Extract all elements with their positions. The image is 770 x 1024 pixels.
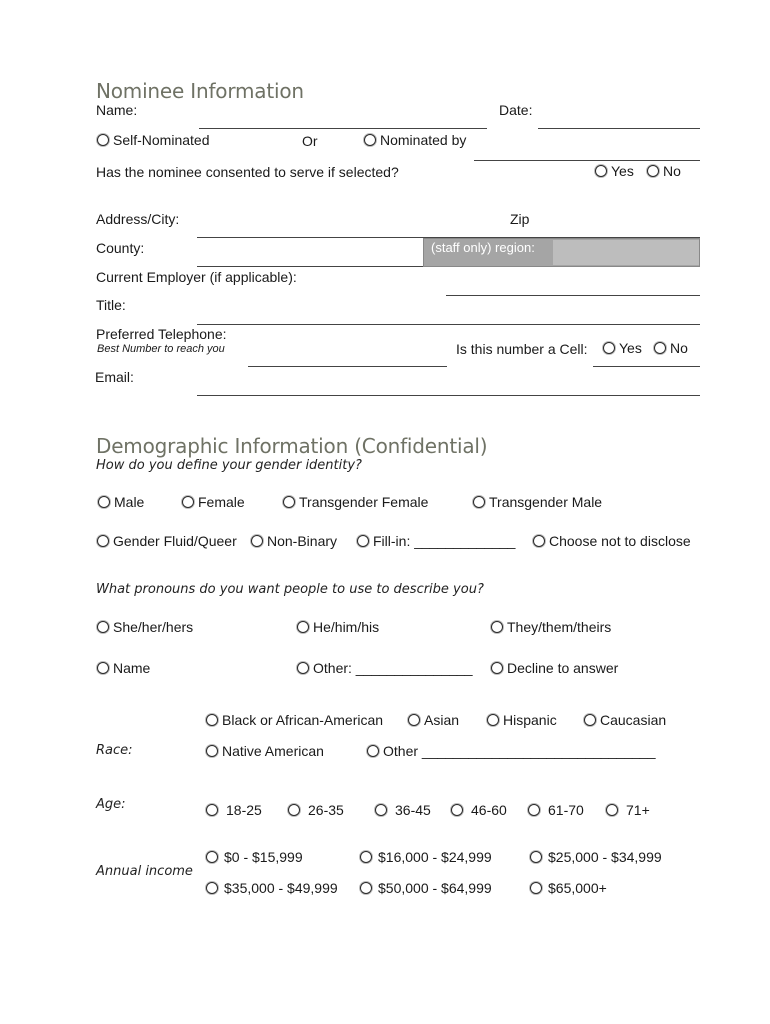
employer-field-line[interactable] bbox=[446, 295, 700, 296]
self-nominated-label: Self-Nominated bbox=[113, 132, 210, 148]
gender-option-label: Transgender Male bbox=[489, 494, 603, 510]
radio-circle-icon bbox=[491, 621, 503, 633]
income-option-label: $0 - $15,999 bbox=[224, 849, 303, 865]
date-label: Date: bbox=[499, 102, 533, 118]
gender-option-label: Non-Binary bbox=[267, 533, 338, 549]
age-18-25-radio[interactable] bbox=[206, 802, 262, 818]
gender-option-label: Female bbox=[198, 494, 245, 510]
radio-circle-icon bbox=[97, 134, 109, 146]
pronoun-they-radio[interactable] bbox=[491, 619, 611, 635]
radio-circle-icon bbox=[283, 496, 295, 508]
consent-yes-radio[interactable] bbox=[595, 163, 634, 179]
pronoun-option-label: Decline to answer bbox=[507, 660, 619, 676]
income-0-15999-radio[interactable] bbox=[206, 849, 303, 865]
age-label: Age: bbox=[96, 797, 126, 812]
gender-option-label: Choose not to disclose bbox=[549, 533, 691, 549]
radio-circle-icon bbox=[288, 804, 300, 816]
pronoun-option-label: Other: _______________ bbox=[313, 660, 473, 676]
radio-circle-icon bbox=[530, 851, 542, 863]
name-label: Name: bbox=[96, 102, 138, 118]
income-label: Annual income bbox=[96, 864, 193, 879]
pronoun-question: What pronouns do you want people to use to describe you? bbox=[96, 582, 484, 597]
name-field-line[interactable] bbox=[199, 128, 487, 129]
consent-no-label: No bbox=[663, 163, 681, 179]
nominated-by-label: Nominated by bbox=[380, 132, 467, 148]
radio-circle-icon bbox=[206, 745, 218, 757]
age-option-label: 71+ bbox=[626, 802, 650, 818]
nominee-heading: Nominee Information bbox=[96, 79, 304, 103]
radio-circle-icon bbox=[367, 745, 379, 757]
cell-yes-label: Yes bbox=[619, 340, 642, 356]
county-field-line[interactable] bbox=[197, 266, 423, 267]
age-option-label: 26-35 bbox=[308, 802, 344, 818]
radio-circle-icon bbox=[97, 621, 109, 633]
email-field-line[interactable] bbox=[197, 395, 700, 396]
radio-circle-icon bbox=[206, 851, 218, 863]
race-option-label: Black or African-American bbox=[222, 712, 384, 728]
radio-circle-icon bbox=[206, 714, 218, 726]
nominated-by-field-line[interactable] bbox=[474, 160, 700, 161]
self-nominated-radio[interactable] bbox=[97, 132, 210, 148]
race-black-radio[interactable] bbox=[206, 712, 383, 728]
radio-circle-icon bbox=[297, 621, 309, 633]
or-label: Or bbox=[302, 133, 318, 149]
consent-label: Has the nominee consented to serve if selected? bbox=[96, 164, 399, 180]
employer-label: Current Employer (if applicable): bbox=[96, 269, 297, 285]
radio-circle-icon bbox=[528, 804, 540, 816]
radio-circle-icon bbox=[98, 496, 110, 508]
gender-female-radio[interactable] bbox=[182, 494, 245, 510]
income-16000-24999-radio[interactable] bbox=[360, 849, 492, 865]
nominated-by-radio[interactable] bbox=[364, 132, 466, 148]
age-71-plus-radio[interactable] bbox=[606, 802, 650, 818]
radio-circle-icon bbox=[360, 882, 372, 894]
staff-region-label: (staff only) region: bbox=[431, 240, 535, 255]
zip-label: Zip bbox=[510, 211, 530, 227]
pronoun-option-label: He/him/his bbox=[313, 619, 380, 635]
gender-option-label: Male bbox=[114, 494, 145, 510]
title-label: Title: bbox=[96, 297, 126, 313]
radio-circle-icon bbox=[603, 342, 615, 354]
race-native-american-radio[interactable] bbox=[206, 743, 324, 759]
cell-no-label: No bbox=[670, 340, 688, 356]
demographic-heading: Demographic Information (Confidential) bbox=[96, 434, 488, 458]
age-option-label: 61-70 bbox=[548, 802, 584, 818]
cell-field-line[interactable] bbox=[593, 366, 700, 367]
race-label: Race: bbox=[96, 743, 133, 758]
radio-circle-icon bbox=[408, 714, 420, 726]
gender-option-label: Fill-in: _____________ bbox=[373, 533, 516, 549]
age-36-45-radio[interactable] bbox=[375, 802, 431, 818]
consent-no-radio[interactable] bbox=[647, 163, 681, 179]
consent-yes-label: Yes bbox=[611, 163, 634, 179]
race-option-label: Native American bbox=[222, 743, 324, 759]
radio-circle-icon bbox=[491, 662, 503, 674]
radio-circle-icon bbox=[530, 882, 542, 894]
age-option-label: 46-60 bbox=[471, 802, 507, 818]
radio-circle-icon bbox=[647, 165, 659, 177]
age-option-label: 18-25 bbox=[226, 802, 262, 818]
radio-circle-icon bbox=[97, 535, 109, 547]
gender-fluid-queer-radio[interactable] bbox=[97, 533, 237, 549]
gender-question: How do you define your gender identity? bbox=[96, 458, 362, 473]
race-option-label: Hispanic bbox=[503, 712, 557, 728]
income-option-label: $25,000 - $34,999 bbox=[548, 849, 662, 865]
income-option-label: $65,000+ bbox=[548, 880, 607, 896]
pronoun-option-label: Name bbox=[113, 660, 151, 676]
gender-fill-in-radio[interactable] bbox=[357, 533, 515, 549]
radio-circle-icon bbox=[654, 342, 666, 354]
radio-circle-icon bbox=[375, 804, 387, 816]
pronoun-he-radio[interactable] bbox=[297, 619, 379, 635]
race-other-radio[interactable] bbox=[367, 743, 656, 759]
radio-circle-icon bbox=[533, 535, 545, 547]
radio-circle-icon bbox=[357, 535, 369, 547]
radio-circle-icon bbox=[206, 882, 218, 894]
cell-yes-radio[interactable] bbox=[603, 340, 642, 356]
staff-region-field[interactable] bbox=[553, 240, 699, 265]
radio-circle-icon bbox=[584, 714, 596, 726]
pronoun-option-label: They/them/theirs bbox=[507, 619, 612, 635]
radio-circle-icon bbox=[595, 165, 607, 177]
income-50000-64999-radio[interactable] bbox=[360, 880, 492, 896]
radio-circle-icon bbox=[206, 804, 218, 816]
pronoun-option-label: She/her/hers bbox=[113, 619, 194, 635]
telephone-hint: Best Number to reach you bbox=[97, 343, 225, 355]
race-asian-radio[interactable] bbox=[408, 712, 459, 728]
age-option-label: 36-45 bbox=[395, 802, 431, 818]
race-option-label: Caucasian bbox=[600, 712, 667, 728]
race-hispanic-radio[interactable] bbox=[487, 712, 557, 728]
race-caucasian-radio[interactable] bbox=[584, 712, 666, 728]
gender-transgender-male-radio[interactable] bbox=[473, 494, 602, 510]
gender-option-label: Transgender Female bbox=[299, 494, 429, 510]
telephone-label: Preferred Telephone: bbox=[96, 326, 227, 342]
gender-option-label: Gender Fluid/Queer bbox=[113, 533, 237, 549]
gender-choose-not-radio[interactable] bbox=[533, 533, 691, 549]
date-field-line[interactable] bbox=[538, 128, 700, 129]
gender-transgender-female-radio[interactable] bbox=[283, 494, 428, 510]
income-35000-49999-radio[interactable] bbox=[206, 880, 338, 896]
county-label: County: bbox=[96, 240, 145, 256]
radio-circle-icon bbox=[487, 714, 499, 726]
age-46-60-radio[interactable] bbox=[451, 802, 507, 818]
gender-male-radio[interactable] bbox=[98, 494, 144, 510]
age-61-70-radio[interactable] bbox=[528, 802, 584, 818]
radio-circle-icon bbox=[97, 662, 109, 674]
pronoun-other-radio[interactable] bbox=[297, 660, 473, 676]
pronoun-she-radio[interactable] bbox=[97, 619, 193, 635]
gender-non-binary-radio[interactable] bbox=[251, 533, 337, 549]
radio-circle-icon bbox=[473, 496, 485, 508]
radio-circle-icon bbox=[451, 804, 463, 816]
radio-circle-icon bbox=[182, 496, 194, 508]
income-25000-34999-radio[interactable] bbox=[530, 849, 662, 865]
income-option-label: $16,000 - $24,999 bbox=[378, 849, 492, 865]
pronoun-name-radio[interactable] bbox=[97, 660, 150, 676]
race-option-label: Asian bbox=[424, 712, 460, 728]
radio-circle-icon bbox=[360, 851, 372, 863]
radio-circle-icon bbox=[606, 804, 618, 816]
age-26-35-radio[interactable] bbox=[288, 802, 344, 818]
radio-circle-icon bbox=[364, 134, 376, 146]
title-field-line[interactable] bbox=[197, 324, 700, 325]
email-label: Email: bbox=[95, 369, 134, 385]
income-option-label: $35,000 - $49,999 bbox=[224, 880, 338, 896]
income-65000-plus-radio[interactable] bbox=[530, 880, 607, 896]
radio-circle-icon bbox=[251, 535, 263, 547]
address-label: Address/City: bbox=[96, 211, 180, 227]
cell-no-radio[interactable] bbox=[654, 340, 688, 356]
cell-label: Is this number a Cell: bbox=[456, 341, 588, 357]
telephone-field-line[interactable] bbox=[248, 366, 447, 367]
race-option-label: Other ______________________________ bbox=[383, 743, 656, 759]
income-option-label: $50,000 - $64,999 bbox=[378, 880, 492, 896]
pronoun-decline-radio[interactable] bbox=[491, 660, 618, 676]
radio-circle-icon bbox=[297, 662, 309, 674]
